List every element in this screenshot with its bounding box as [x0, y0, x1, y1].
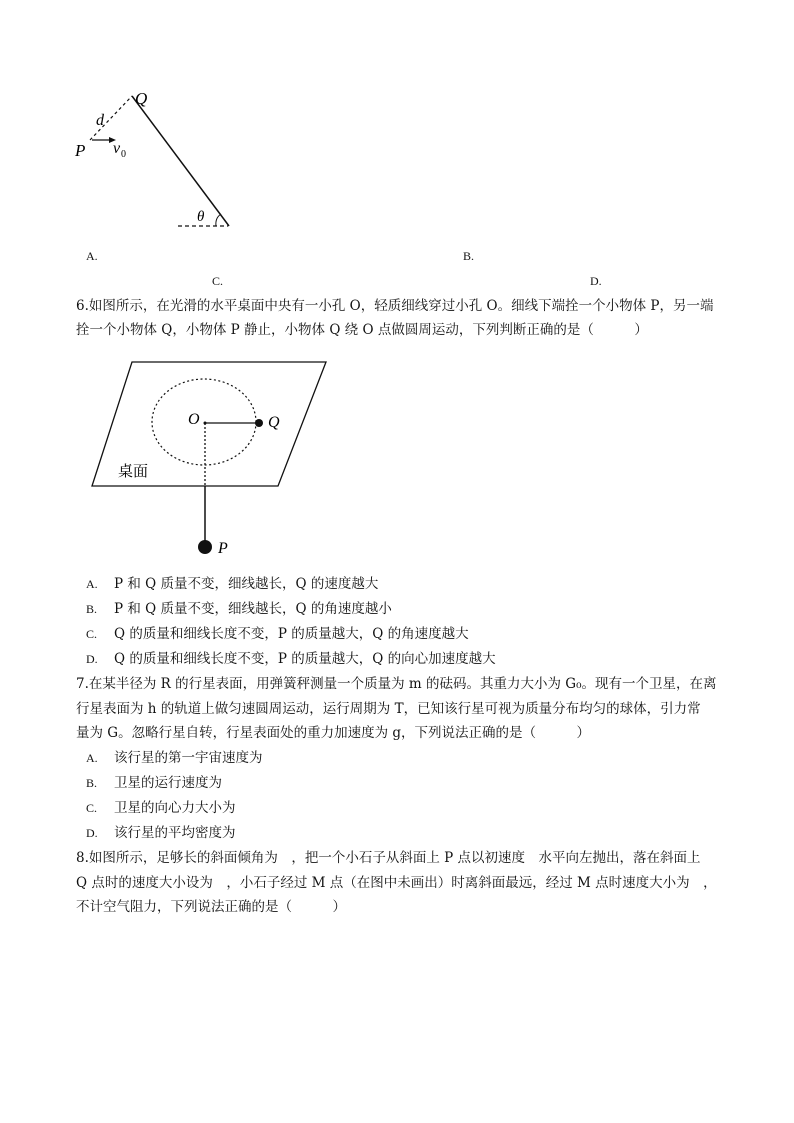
- label-v-sub: 0: [121, 149, 126, 160]
- choice-text: P 和 Q 质量不变，细线越长，Q 的角速度越小: [114, 601, 392, 617]
- label-o: O: [188, 411, 200, 428]
- q6-stem-line1: 6.如图所示，在光滑的水平桌面中央有一小孔 O，轻质细线穿过小孔 O。细线下端拴一个小物体 P，另一端: [76, 298, 714, 314]
- choice-label: A.: [86, 577, 98, 591]
- choice-text: P 和 Q 质量不变，细线越长，Q 的速度越大: [114, 576, 379, 592]
- choice-label: B.: [86, 776, 98, 790]
- q6-stem-line2: 拴一个小物体 Q，小物体 P 静止，小物体 Q 绕 O 点做圆周运动，下列判断正确的是（ ）: [76, 322, 648, 338]
- label-theta: θ: [197, 209, 205, 225]
- choice-text: 该行星的平均密度为: [114, 825, 236, 841]
- q5-option-d: D.: [590, 274, 602, 288]
- object-p: [198, 540, 212, 554]
- q7-choice-a[interactable]: [86, 747, 263, 769]
- choice-text: Q 的质量和细线长度不变，P 的质量越大，Q 的向心加速度越大: [114, 651, 496, 667]
- q5-option-b: B.: [463, 249, 475, 263]
- q7-stem-line1: 7.在某半径为 R 的行星表面，用弹簧秤测量一个质量为 m 的砝码。其重力大小为 G₀。现有一个卫星，在离: [76, 676, 717, 692]
- q8-stem-line3: 不计空气阻力，下列说法正确的是（ ）: [76, 899, 346, 915]
- label-q: Q: [135, 89, 148, 108]
- choice-label: A.: [86, 751, 98, 765]
- q8-stem-line2: Q 点时的速度大小设为 ，小石子经过 M 点（在图中未画出）时离斜面最远，经过 M 点时速度大小为 ，: [76, 875, 717, 891]
- choice-text: 该行星的第一宇宙速度为: [114, 750, 263, 766]
- q8-stem-line1: 8.如图所示，足够长的斜面倾角为 ，把一个小石子从斜面上 P 点以初速度 水平向左抛出，落在斜面上: [76, 850, 701, 866]
- hole-o: [204, 422, 207, 425]
- q5-option-a: A.: [86, 249, 98, 263]
- incline-figure: [70, 82, 240, 232]
- incline-line: [132, 96, 229, 226]
- choice-label: D.: [86, 652, 98, 666]
- angle-arc: [216, 214, 221, 226]
- q7-stem-line3: 量为 G。忽略行星自转，行星表面处的重力加速度为 g，下列说法正确的是（ ）: [76, 725, 591, 741]
- label-v: v: [113, 140, 121, 157]
- label-d: d: [96, 112, 104, 129]
- q7-choice-c[interactable]: [86, 797, 236, 819]
- q7-stem-line2: 行星表面为 h 的轨道上做匀速圆周运动，运行周期为 T，已知该行星可视为质量分布均匀的球体，引力常: [76, 701, 701, 717]
- q6-choice-d[interactable]: [86, 648, 496, 670]
- q7-choice-d[interactable]: [86, 822, 236, 844]
- table-figure: [88, 358, 333, 563]
- label-q: Q: [268, 414, 280, 431]
- object-q: [255, 419, 263, 427]
- label-p: P: [75, 141, 86, 160]
- q6-choice-a[interactable]: [86, 573, 378, 595]
- choice-label: C.: [86, 801, 98, 815]
- label-table: 桌面: [118, 462, 149, 480]
- q6-choice-c[interactable]: [86, 623, 469, 645]
- choice-label: D.: [86, 826, 98, 840]
- choice-text: 卫星的向心力大小为: [114, 800, 236, 816]
- q7-choice-b[interactable]: [86, 772, 222, 794]
- q6-choice-b[interactable]: [86, 598, 392, 620]
- label-p: P: [218, 540, 228, 557]
- choice-text: Q 的质量和细线长度不变，P 的质量越大，Q 的角速度越大: [114, 626, 469, 642]
- q5-option-c: C.: [212, 274, 224, 288]
- choice-label: B.: [86, 602, 98, 616]
- choice-text: 卫星的运行速度为: [114, 775, 222, 791]
- choice-label: C.: [86, 627, 98, 641]
